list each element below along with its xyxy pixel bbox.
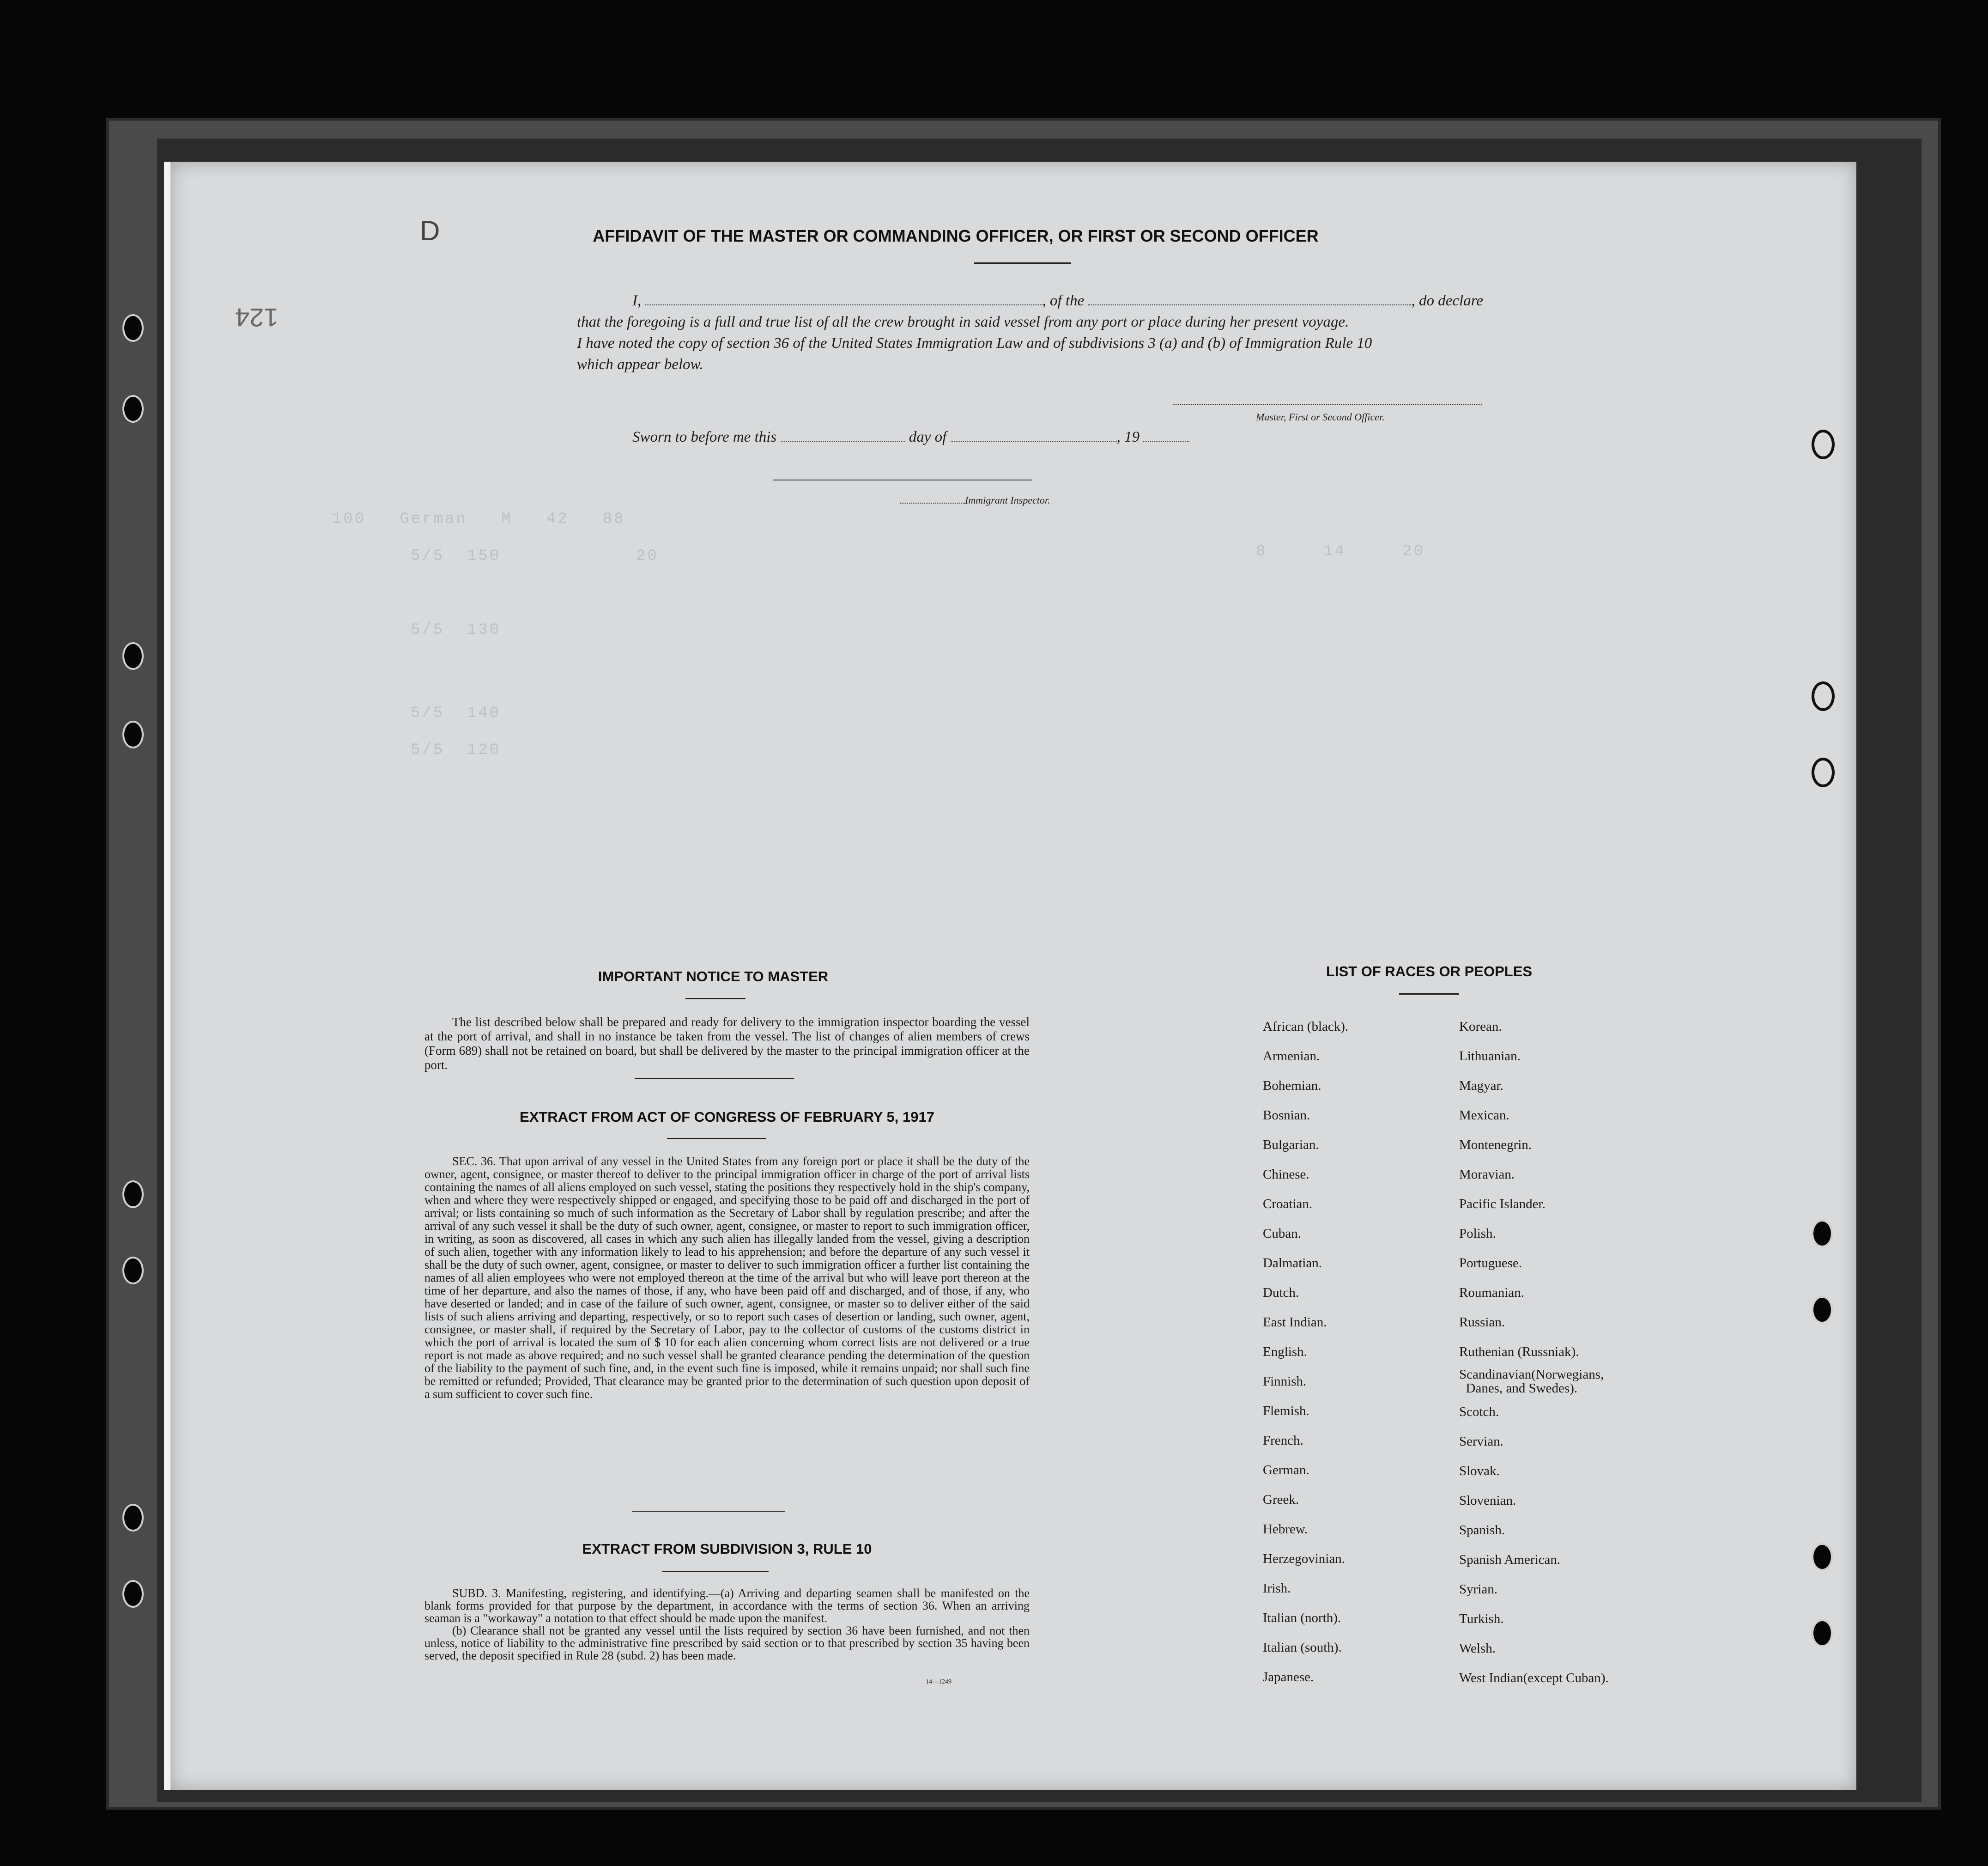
race-item: Herzegovinian.: [1263, 1551, 1345, 1566]
name-field[interactable]: [645, 304, 1042, 305]
race-item: Bosnian.: [1263, 1108, 1310, 1123]
affidavit-title: AFFIDAVIT OF THE MASTER OR COMMANDING OFFICER, OR FIRST OR SECOND OFFICER: [593, 226, 1319, 245]
binder-hole: [1812, 1619, 1833, 1647]
act-section: [424, 1155, 1030, 1401]
declare-text: , do declare: [1411, 292, 1483, 309]
race-item: Russian.: [1459, 1315, 1505, 1330]
race-item: Bohemian.: [1263, 1078, 1321, 1093]
race-item: French.: [1263, 1433, 1303, 1448]
race-item: Chinese.: [1263, 1167, 1309, 1182]
inspector-label: [900, 494, 1050, 506]
binder-hole: [122, 314, 144, 342]
race-item: Finnish.: [1263, 1374, 1307, 1389]
race-item: Turkish.: [1459, 1611, 1504, 1626]
corner-letter: D: [420, 215, 440, 246]
race-item: Pacific Islander.: [1459, 1197, 1546, 1211]
divider: [632, 1511, 785, 1512]
binder-hole: [122, 721, 144, 748]
races-column-2: [1459, 1012, 1609, 1693]
day-of-text: day of: [909, 429, 947, 445]
race-item: East Indian.: [1263, 1315, 1327, 1330]
inspector-label-text: Immigrant Inspector.: [965, 494, 1050, 506]
race-item: Cuban.: [1263, 1226, 1301, 1241]
rule-title: EXTRACT FROM SUBDIVISION 3, RULE 10: [582, 1541, 872, 1557]
race-item: Italian (south).: [1263, 1640, 1342, 1655]
race-item: Armenian.: [1263, 1049, 1320, 1064]
race-item: Lithuanian.: [1459, 1049, 1521, 1064]
binder-hole: [122, 395, 144, 423]
race-item: Polish.: [1459, 1226, 1496, 1241]
race-item: Spanish.: [1459, 1523, 1505, 1538]
race-item: West Indian(except Cuban).: [1459, 1671, 1609, 1685]
divider: [635, 1078, 794, 1079]
races-title: LIST OF RACES OR PEOPLES: [1326, 963, 1533, 979]
race-item: English.: [1263, 1344, 1307, 1359]
race-item: Ruthenian (Russniak).: [1459, 1344, 1579, 1359]
act-title: EXTRACT FROM ACT OF CONGRESS OF FEBRUARY 5, 1917: [520, 1109, 934, 1125]
vessel-field[interactable]: [1088, 304, 1411, 305]
leader-dots: [900, 503, 965, 504]
races-column-1: [1263, 1012, 1348, 1692]
binder-hole: [1812, 430, 1835, 459]
divider: [662, 1571, 769, 1572]
race-item: Hebrew.: [1263, 1522, 1308, 1537]
margin-number: 124: [235, 303, 279, 332]
divider: [667, 1138, 766, 1139]
race-item: Magyar.: [1459, 1078, 1503, 1093]
show-through-text: 100 German M 42 88: [332, 511, 625, 528]
race-item: Moravian.: [1459, 1167, 1515, 1182]
show-through-text: 5/5 120: [411, 742, 501, 759]
binder-hole: [1812, 758, 1835, 787]
act-text: SEC. 36. That upon arrival of any vessel in the United States from any foreign port or place it shall be the duty of the owner, agent, consignee, or master thereof to deliver to the principal immigration officer in charge of the port of arrival lists containing the names of all aliens employed on such vessel, stating the positions they respectively hold in the ship's company, when and where they were respectively shipped or engaged, and specifying those to be paid off and discharged in the port of arrival; or lists containing so much of such information as the Secretary of Labor shall by regulation prescribe; and after the arrival of any such vessel it shall be the duty of such owner, agent, consignee, or master to report to such immigration officer, in writing, as soon as discovered, all cases in which any such alien has illegally landed from the vessel, giving a description of such alien, together with any information likely to lead to his apprehension; and before the departure of any such vessel it shall be the duty of such owner, agent, consignee, or master to deliver to such immigration officer a further list containing the names of all alien employees who were not employed thereon at the time of the arrival but who will leave port thereon at the time of her departure, and also the names of those, if any, who have been paid off and discharged, and of those, if any, who have deserted or landed; and in case of the failure of such owner, agent, consignee, or master so to deliver either of the said lists of such aliens arriving and departing, respectively, or so to report such cases of desertion or landing, such owner, agent, consignee, or master shall, if required by the Secretary of Labor, pay to the collector of customs of the customs district in which the port of arrival is located the sum of $ 10 for each alien concerning whom correct lists are not delivered or a true report is not made as above required; and no such vessel shall be granted clearance pending the determination of the question of the liability to the payment of such fine, and, in the event such fine is imposed, while it remains unpaid; nor shall such fine be remitted or refunded; Provided, That clearance may be granted prior to the determination of such question upon deposit of a sum sufficient to cover such fine.: [424, 1155, 1030, 1401]
rule-section: [424, 1587, 1030, 1662]
affidavit-body: [577, 290, 1709, 375]
notice-text: The list described below shall be prepared and ready for delivery to the immigration inspector boarding the vessel at the port of arrival, and shall in no instance be taken from the vessel. The list of changes of alien members of crews (Form 689) shall not be retained on board, but shall be delivered by the master to the principal immigration officer at the port.: [424, 1015, 1030, 1072]
binder-hole: [1812, 681, 1835, 711]
race-item: Italian (north).: [1263, 1611, 1341, 1625]
binder-hole: [122, 1180, 144, 1208]
race-item: Irish.: [1263, 1581, 1291, 1596]
show-through-text: 5/5 140: [411, 705, 501, 722]
rule-text-a: SUBD. 3. Manifesting, registering, and identifying.—(a) Arriving and departing seamen shall be manifested on the blank forms provided for that purpose by the department, in accordance with the terms of section 36. When an arriving seaman is a "workaway" a notation to that effect should be made upon the manifest.: [424, 1586, 1030, 1625]
race-item: Greek.: [1263, 1492, 1299, 1507]
vessel-prefix: , of the: [1042, 292, 1085, 309]
race-item: Syrian.: [1459, 1582, 1497, 1597]
race-item: Spanish American.: [1459, 1552, 1561, 1567]
show-through-text: 8 14 20: [1256, 543, 1425, 560]
binder-hole: [1812, 1220, 1833, 1247]
sworn-month-field[interactable]: [951, 441, 1117, 442]
divider: [974, 262, 1071, 264]
race-item: Portuguese.: [1459, 1256, 1522, 1270]
race-item: African (black).: [1263, 1019, 1349, 1034]
divider: [1399, 993, 1459, 995]
race-item: German.: [1263, 1463, 1309, 1477]
binder-hole: [122, 1504, 144, 1532]
notice-title: IMPORTANT NOTICE TO MASTER: [598, 968, 829, 985]
declarant-prefix: I,: [632, 292, 642, 309]
race-item: Slovak.: [1459, 1464, 1500, 1478]
race-item: Korean.: [1459, 1019, 1502, 1034]
affidavit-line-2: that the foregoing is a full and true list of all the crew brought in said vessel from any port or place during her present voyage.: [577, 314, 1349, 330]
race-item: Dutch.: [1263, 1285, 1299, 1300]
signature-line[interactable]: [1173, 404, 1482, 405]
rule-text-b: (b) Clearance shall not be granted any vessel until the lists required by section 36 have been furnished, and not then unless, notice of liability to the administrative fine prescribed by said section or to that prescribed by section 35 having been served, the deposit specified in Rule 28 (subd. 2) has been made.: [424, 1624, 1030, 1662]
divider: [685, 998, 746, 999]
race-item: Japanese.: [1263, 1670, 1314, 1684]
binder-hole: [122, 642, 144, 670]
binder-hole: [122, 1580, 144, 1608]
affidavit-line-4: which appear below.: [577, 356, 703, 373]
binder-hole: [1812, 1543, 1833, 1571]
race-item: Welsh.: [1459, 1641, 1496, 1656]
show-through-text: 5/5 150 20: [411, 547, 659, 565]
sworn-text: Sworn to before me this: [632, 429, 777, 445]
form-number: 14—1249: [926, 1678, 952, 1685]
race-item: Slovenian.: [1459, 1493, 1516, 1508]
race-item: Scotch.: [1459, 1404, 1499, 1419]
race-item: Montenegrin.: [1459, 1137, 1532, 1152]
sworn-line: [632, 429, 1189, 446]
binder-hole: [1812, 1296, 1833, 1324]
race-item: Mexican.: [1459, 1108, 1509, 1123]
notice-section: [424, 1015, 1030, 1072]
binder-hole: [122, 1257, 144, 1284]
sworn-year-field[interactable]: [1143, 441, 1189, 442]
race-item: Croatian.: [1263, 1197, 1313, 1211]
race-item: Bulgarian.: [1263, 1137, 1319, 1152]
race-item: Roumanian.: [1459, 1285, 1524, 1300]
signature-label: Master, First or Second Officer.: [1256, 411, 1385, 423]
show-through-text: 5/5 130: [411, 621, 501, 639]
race-item: Dalmatian.: [1263, 1256, 1322, 1270]
race-item: Scandinavian(Norwegians, Danes, and Swedes).: [1459, 1367, 1604, 1396]
race-item: Flemish.: [1263, 1404, 1309, 1418]
affidavit-line-3: I have noted the copy of section 36 of the United States Immigration Law and of subdivisions 3 (a) and (b) of Immigration Rule 10: [577, 335, 1372, 352]
race-item: Servian.: [1459, 1434, 1503, 1449]
sworn-day-field[interactable]: [781, 441, 905, 442]
affidavit-line-1: [577, 290, 1709, 311]
year-prefix: , 19: [1116, 429, 1140, 445]
manifest-page: [164, 162, 1856, 1790]
